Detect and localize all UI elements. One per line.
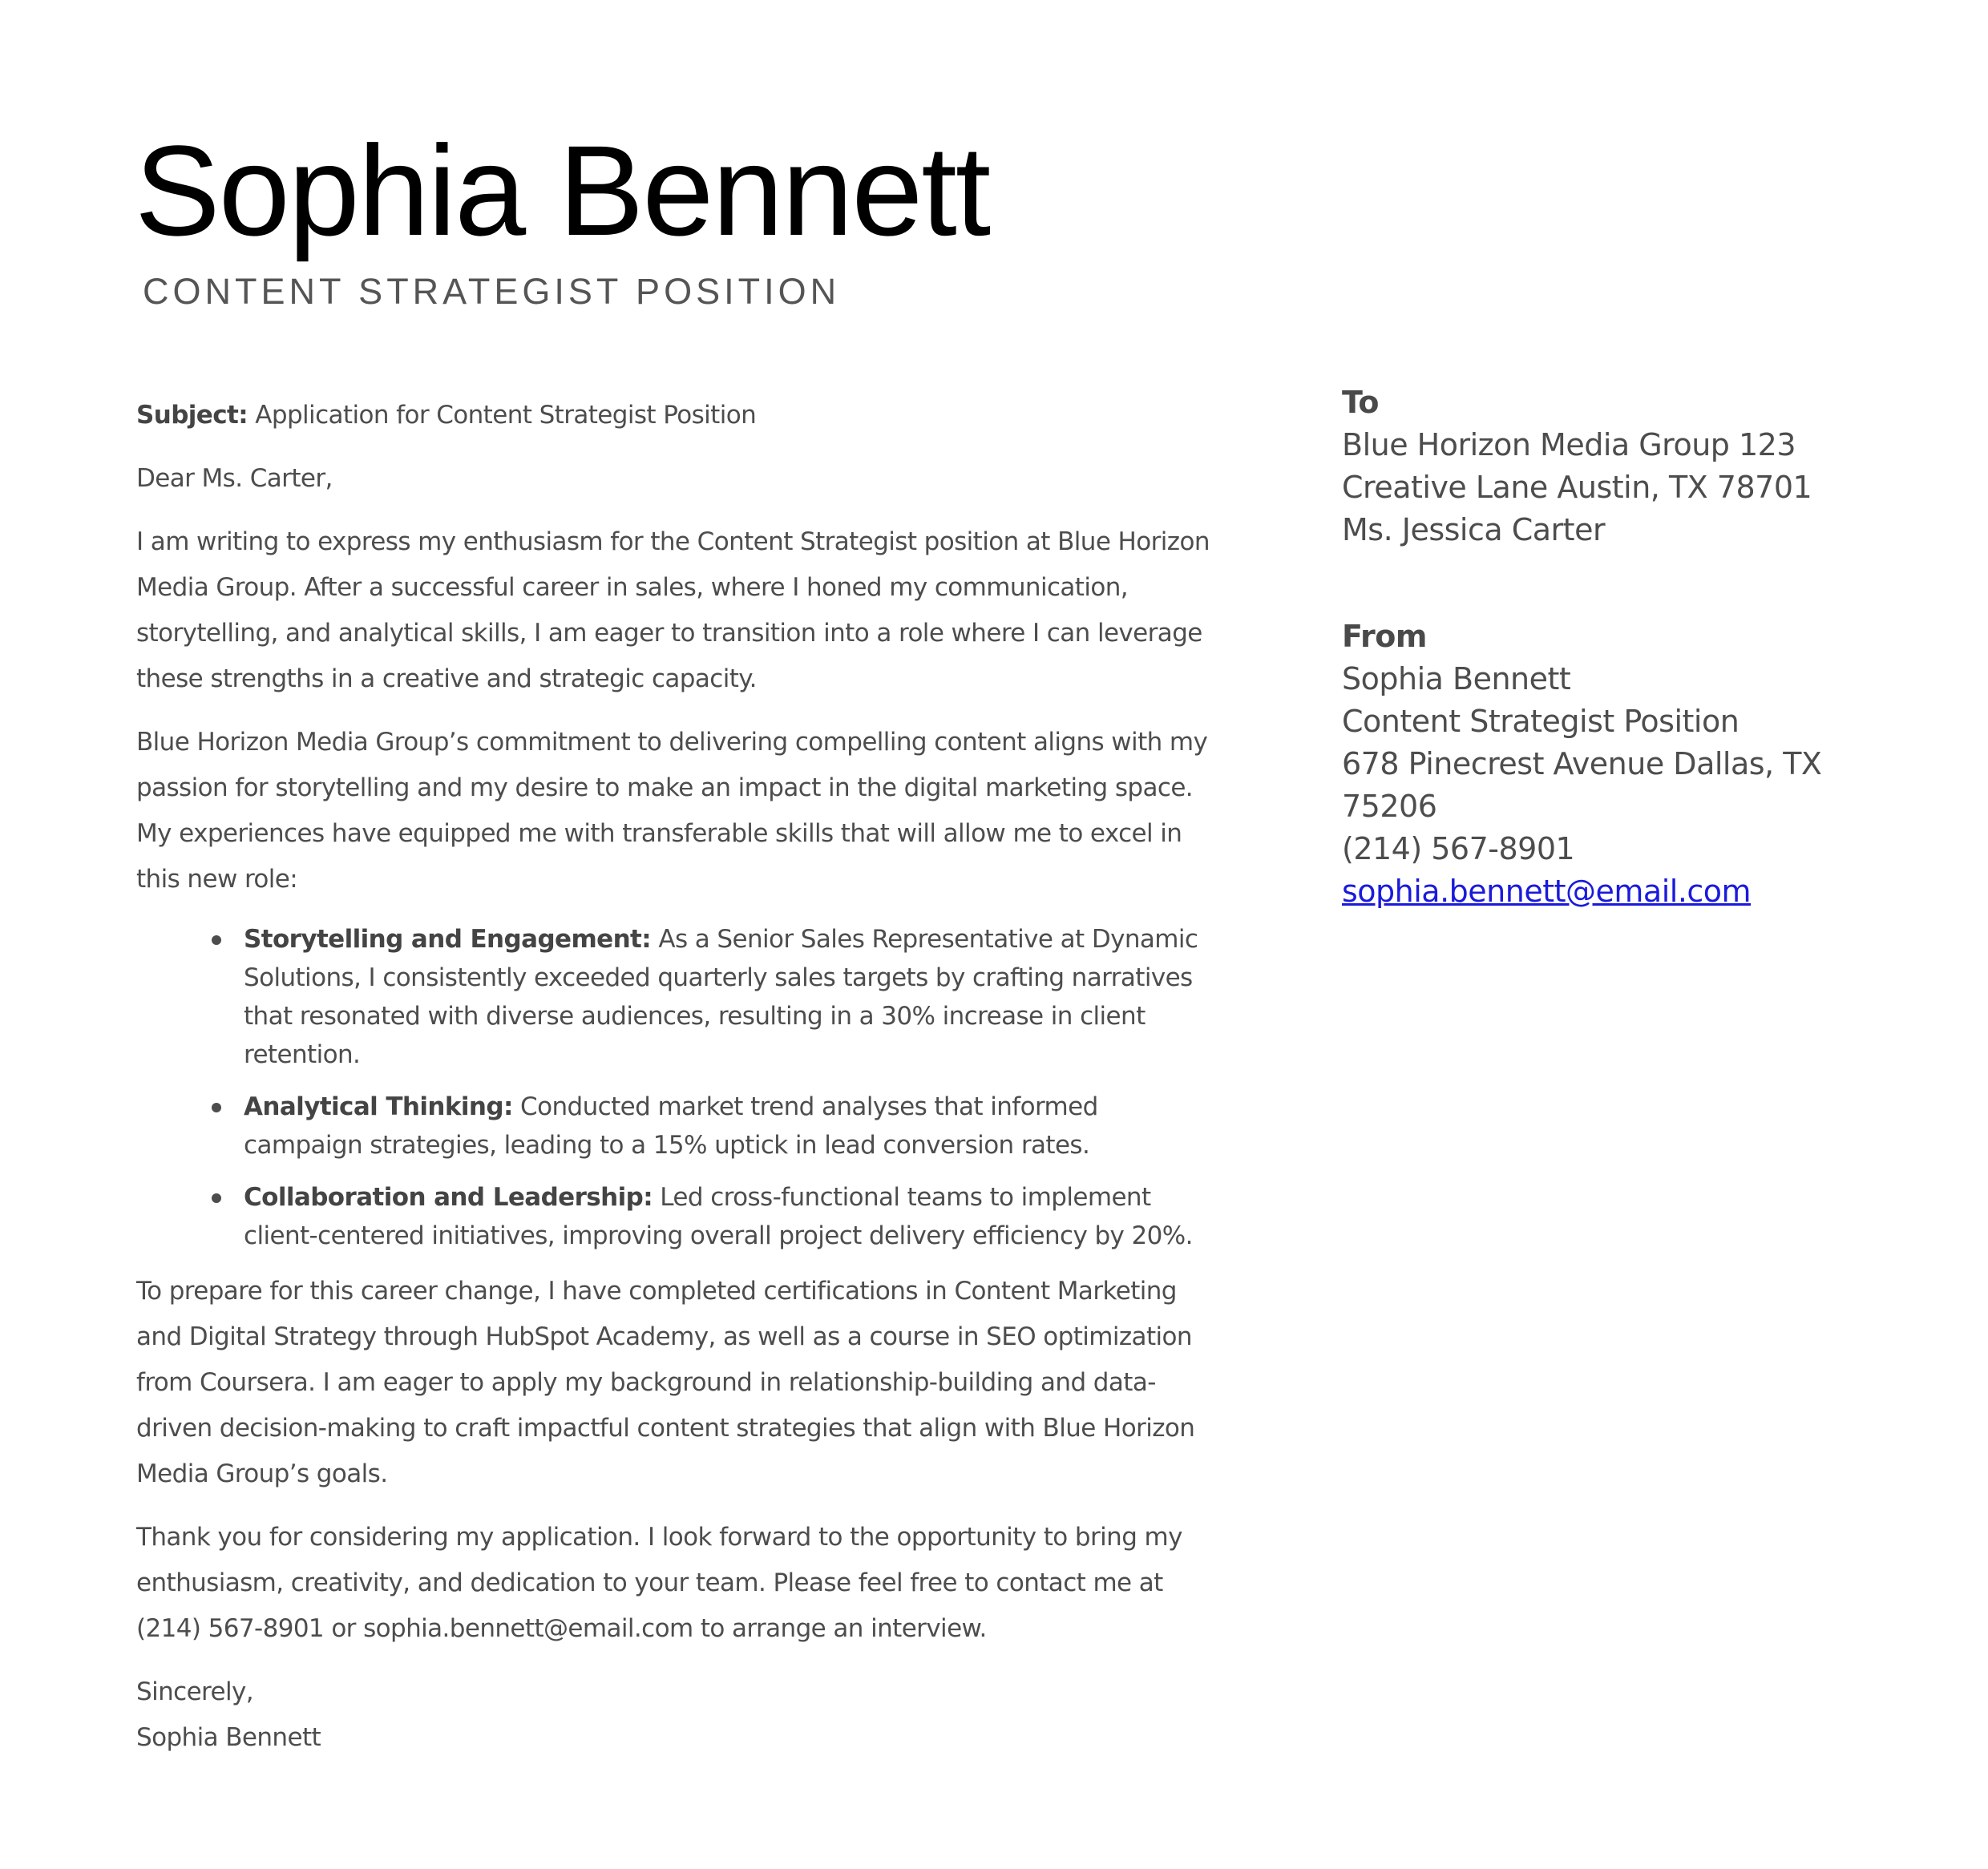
paragraph-thanks: Thank you for considering my application. I look forward to the opportunity to bring my enthusiasm, creativity, and dedication to your team. Please feel free to contact me at (214) 567-8901 or sophia.bennett@email.com to arrange an interview.: [136, 1523, 1182, 1643]
bullet-icon: [212, 1193, 221, 1203]
recipient-name: Ms. Jessica Carter: [1342, 512, 1606, 547]
sender-address: 678 Pinecrest Avenue Dallas, TX 75206: [1342, 746, 1822, 824]
skill-text: Led cross-functional teams to implement client-centered initiatives, improving overall project delivery efficiency by 20%.: [244, 1183, 1193, 1250]
skill-item: [244, 1088, 1218, 1165]
to-label: To: [1342, 385, 1379, 420]
skills-list: [136, 920, 1218, 1255]
sender-block: [1342, 616, 1919, 913]
from-label: From: [1342, 619, 1427, 654]
paragraph-alignment: Blue Horizon Media Group’s commitment to delivering compelling content aligns with my passion for storytelling and my desire to make an impact in the digital marketing space. My experiences have equipped me with transferable skills that will allow me to excel in this new role:: [136, 728, 1208, 894]
letter-body: [136, 393, 1218, 1761]
subject-label: Subject:: [136, 401, 248, 430]
position-subtitle: CONTENT STRATEGIST POSITION: [143, 271, 841, 312]
recipient-block: [1342, 381, 1919, 551]
closing: Sincerely,: [136, 1677, 254, 1706]
skill-item: [244, 920, 1218, 1074]
skill-title: Analytical Thinking:: [244, 1092, 513, 1121]
address-sidebar: [1342, 381, 1919, 977]
bullet-icon: [212, 1103, 221, 1112]
paragraph-intro: I am writing to express my enthusiasm for the Content Strategist position at Blue Horizon Media Group. After a successful career in sales, where I honed my communication, storytelling, and analytical skills, I am eager to transition into a role where I can leverage these strengths in a creative and strategic capacity.: [136, 527, 1210, 693]
closing-block: [136, 1669, 1218, 1761]
sender-email-link[interactable]: sophia.bennett@email.com: [1342, 874, 1752, 909]
sender-title: Content Strategist Position: [1342, 704, 1740, 739]
skill-title: Storytelling and Engagement:: [244, 925, 652, 954]
sender-name: Sophia Bennett: [1342, 661, 1571, 696]
skill-text: Conducted market trend analyses that informed campaign strategies, leading to a 15% uptick in lead conversion rates.: [244, 1092, 1098, 1160]
sender-phone: (214) 567-8901: [1342, 831, 1575, 866]
applicant-name: Sophia Bennett: [135, 119, 990, 262]
bullet-icon: [212, 935, 221, 945]
signature: Sophia Bennett: [136, 1723, 321, 1752]
skill-title: Collaboration and Leadership:: [244, 1183, 653, 1212]
recipient-address: Blue Horizon Media Group 123 Creative Lane Austin, TX 78701: [1342, 427, 1812, 505]
subject-line: [136, 393, 1218, 438]
salutation: Dear Ms. Carter,: [136, 464, 333, 493]
paragraph-preparation: To prepare for this career change, I have completed certifications in Content Marketing and Digital Strategy through HubSpot Academy, as well as a course in SEO optimization from Coursera. I am eager to apply my background in relationship-building and data-driven decision-making to craft impactful content strategies that align with Blue Horizon Media Group’s goals.: [136, 1277, 1195, 1488]
skill-text: As a Senior Sales Representative at Dynamic Solutions, I consistently exceeded quarterly sales targets by crafting narratives that resonated with diverse audiences, resulting in a 30% increase in client retention.: [244, 925, 1198, 1069]
skill-item: [244, 1178, 1218, 1255]
subject-text: Application for Content Strategist Position: [248, 401, 757, 430]
